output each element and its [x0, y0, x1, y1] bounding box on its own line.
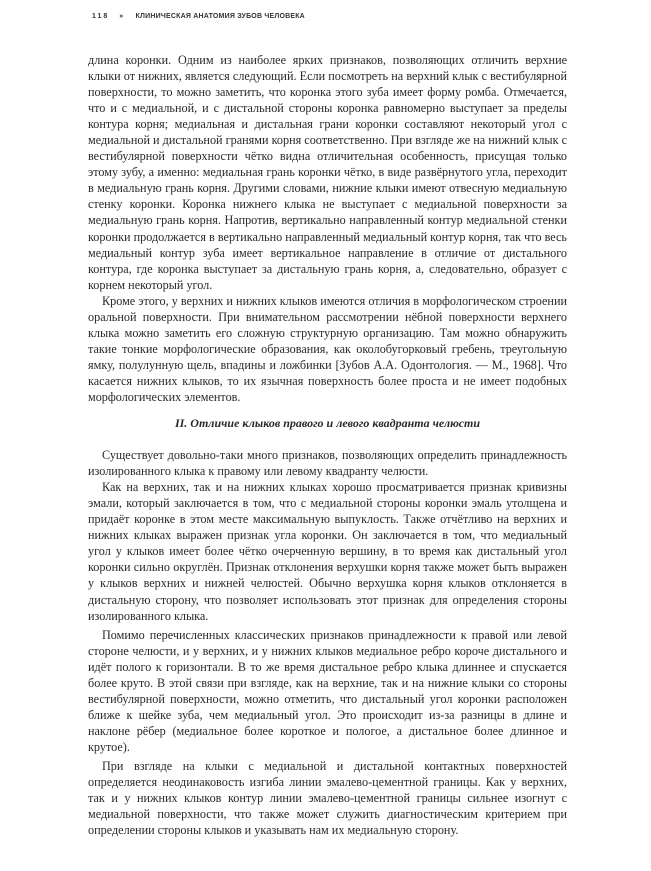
paragraph: При взгляде на клыки с медиальной и дистальной контактных поверхностей определяется неодинаковость изгиба линии эмалево-цементной границы. Как у верхних, так и у нижних клыков контур линии эмалево-цементной границы сильнее изогнут с медиальной поверхности, что также может служить диагностическим критерием при определении стороны клыков и указывать нам их медиальную сторону. — [88, 758, 567, 838]
paragraph: Помимо перечисленных классических признаков принадлежности к правой или левой стороне челюсти, и у верхних, и у нижних клыков медиальное ребро короче дистального и идёт полого к горизонтали. В то же время дистальное ребро клыка длиннее и спускается более круто. В этой связи при взгляде, как на верхние, так и на нижние клыки со стороны вестибулярной поверхности, можно отметить, что дистальный угол коронки расположен ближе к шейке зуба, чем медиальный угол. Это происходит из-за разницы в длине и наклоне рёбер (медиальное более короткое и пологое, а дистальное более длинное и крутое). — [88, 627, 567, 754]
running-title: КЛИНИЧЕСКАЯ АНАТОМИЯ ЗУБОВ ЧЕЛОВЕКА — [135, 13, 305, 20]
body-text — [88, 52, 567, 838]
paragraph: Как на верхних, так и на нижних клыках хорошо просматривается признак кривизны эмали, который заключается в том, что с медиальной стороны коронки эмаль утолщена и придаёт коронке в этом месте максимальную выпуклость. Также отчётливо на верхних и нижних клыках выражен признак угла коронки. Он заключается в том, что медиальный угол у клыков имеет более чётко очерченную вершину, в то время как дистальный угол коронки сильно округлён. Признак отклонения верхушки корня также может быть выражен у клыков верхних и нижней челюстей. Обычно верхушка корня клыков отклоняется в дистальную сторону, что позволяет использовать этот признак для определения стороны изолированного клыка. — [88, 480, 567, 623]
page-number: 118 — [92, 13, 110, 20]
running-header — [92, 13, 305, 20]
paragraph: Существует довольно-таки много признаков, позволяющих определить принадлежность изолированного клыка к правому или левому квадранту челюсти. — [88, 448, 567, 479]
section-heading: II. Отличие клыков правого и левого квадранта челюсти — [174, 416, 481, 431]
paragraph: Кроме этого, у верхних и нижних клыков имеются отличия в морфологическом строении оральной поверхности. При внимательном рассмотрении нёбной поверхности верхнего клыка можно заметить его сложную структурную организацию. Там можно обнаружить такие тонкие морфологические образования, как околобугорковый гребень, треугольную ямку, полулунную щель, впадины и ложбинки [Зубов А.А. Одонтология. — М., 1968]. Что касается нижних клыков, то их язычная поверхность более проста и не имеет подобных морфологических элементов. — [88, 293, 567, 404]
page-marker: » — [119, 13, 124, 20]
paragraph: длина коронки. Одним из наиболее ярких признаков, позволяющих отличить верхние клыки от нижних, является следующий. Если посмотреть на верхний клык с вестибулярной поверхности, то можно заметить, что коронка этого зуба имеет форму ромба. Отмечается, что и с медиальной, и с дистальной стороны коронка равномерно выступает за пределы контура корня; медиальная и дистальная грани коронки составляют некоторый угол с медиальной и дистальной гранями корня соответственно. При взгляде же на нижний клык с вестибулярной поверхности чётко видна отличительная особенность, присущая только этому зубу, а именно: медиальная грань коронки чётко, в виде развёрнутого угла, переходит в медиальную грань корня. Другими словами, нижние клыки имеют отвесную медиальную стенку коронки. Коронка нижнего клыка не выступает с медиальной поверхности за медиальную грань корня. Напротив, вертикально направленный контур медиальной стенки коронки продолжается в вертикально направленный медиальный контур корня, так что весь медиальный контур зуба имеет вертикальное направление в отличие от дистального контура, где коронка выступает за дистальную грань корня, а, следовательно, образует с корнем некоторый угол. — [88, 53, 567, 292]
